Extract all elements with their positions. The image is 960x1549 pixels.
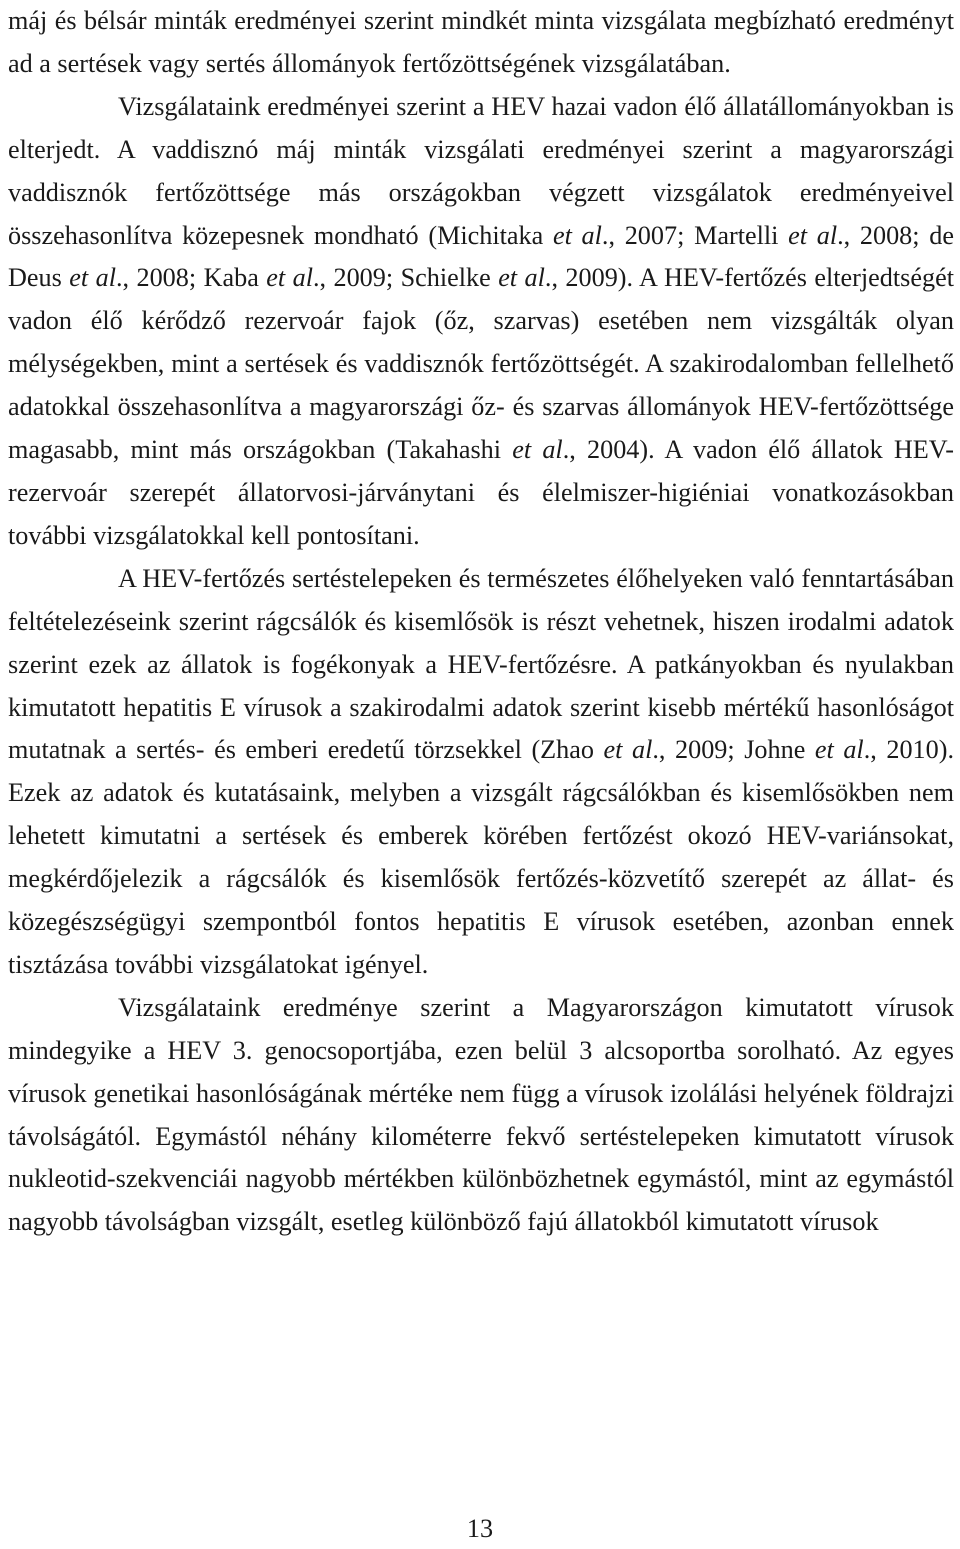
paragraph [8,0,954,86]
paragraph [8,86,954,558]
page-number: 13 [466,1514,494,1543]
text-run: máj és bélsár minták eredményei szerint mindkét minta vizsgálata megbízható eredményt ad a sertések vagy sertés állományok fertőzöttségének vizsgálatában. [8,6,954,78]
italic-run: et al [266,263,313,293]
italic-run: et al [512,435,563,465]
text-run: ., 2008; de Deus [8,220,954,293]
italic-run: et al [603,735,653,765]
text-run: ., 2010). Ezek az adatok és kutatásaink, melyben a vizsgált rágcsálókban és kisemlősökben nem lehetett kimutatni a sertések és emberek körében fertőzést okozó HEV-variánsokat, megkérdőjelezik a rágcsálók és kisemlősök fertőzés-közvetítő szerepét az állat- és közegészségügyi szempontból fontos hepatitis E vírusok esetében, azonban ennek tisztázása további vizsgálatokat igényel. [8,735,954,979]
text-run: ., 2009; Johne [652,735,815,765]
text-run: ., 2009; Schielke [312,263,499,293]
text-run: ., 2008; Kaba [115,263,267,293]
text-run: Vizsgálataink eredménye szerint a Magyarországon kimutatott vírusok mindegyike a HEV 3. genocsoportjába, ezen belül 3 alcsoportba sorolható. Az egyes vírusok genetikai hasonlóságának mértéke nem függ a vírusok izolálási helyének földrajzi távolságától. Egymástól néhány kilométerre fekvő sertéstelepeken kimutatott vírusok nukleotid-szekvenciái nagyobb mértékben különbözhetnek egymástól, mint az egymástól nagyobb távolságban vizsgált, esetleg különböző fajú állatokból kimutatott vírusok [8,992,954,1237]
italic-run: et al [788,220,838,250]
italic-run: et al [552,220,602,250]
italic-run: et al [498,263,545,293]
italic-run: et al [814,735,864,765]
text-run: ., 2004). A vadon élő állatok HEV-rezervoár szerepét állatorvosi-járványtani és élelmiszer-higiéniai vonatkozásokban további vizsgálatokkal kell pontosítani. [8,435,954,550]
document-page [8,0,954,1244]
text-run: ., 2009). A HEV-fertőzés elterjedtségét vadon élő kérődző rezervoár fajok (őz, szarvas) esetében nem vizsgálták olyan mélységekben, mint a sertések és vaddisznók fertőzöttségét. A szakirodalomban fellelhető adatokkal összehasonlítva a magyarországi őz- és szarvas állományok HEV-fertőzöttsége magasabb, mint más országokban (Takahashi [8,263,954,465]
paragraph [8,987,954,1244]
text-run: Vizsgálataink eredményei szerint a HEV hazai vadon élő állatállományokban is elterjedt. A vaddisznó máj minták vizsgálati eredményei szerint a magyarországi vaddisznók fertőzöttsége más országokban végzett vizsgálatok eredményeivel összehasonlítva közepesnek mondható (Michitaka [8,91,954,250]
paragraph [8,558,954,987]
body-text [8,0,954,1244]
italic-run: et al [69,263,116,293]
text-run: A HEV-fertőzés sertéstelepeken és természetes élőhelyeken való fenntartásában feltételezéseink szerint rágcsálók és kisemlősök is részt vehetnek, hiszen irodalmi adatok szerint ezek az állatok is fogékonyak a HEV-fertőzésre. A patkányokban és nyulakban kimutatott hepatitis E vírusok a szakirodalmi adatok szerint kisebb mértékű hasonlóságot mutatnak a sertés- és emberi eredetű törzsekkel (Zhao [8,563,954,765]
text-run: ., 2007; Martelli [601,220,789,250]
